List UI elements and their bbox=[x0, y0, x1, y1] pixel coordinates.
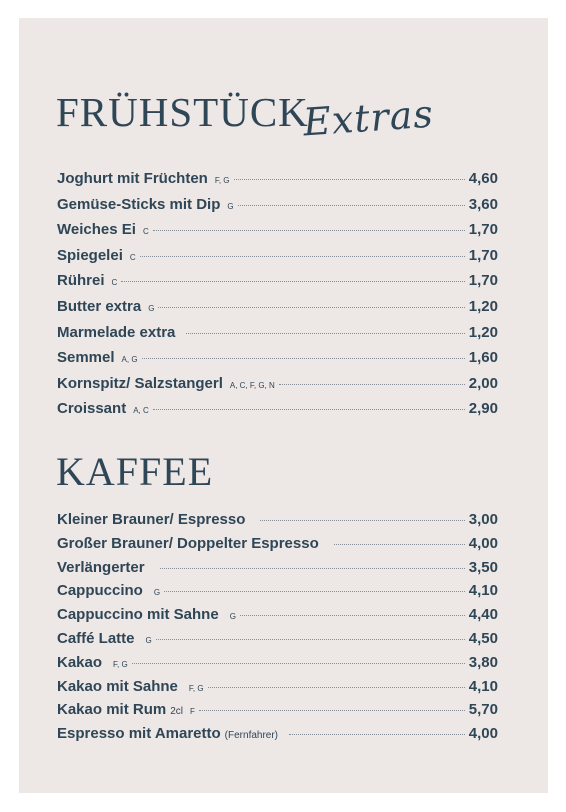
breakfast-menu-list bbox=[57, 170, 498, 426]
menu-item-name: Kornspitz/ Salzstangerl bbox=[57, 374, 223, 392]
dotted-leader bbox=[121, 281, 465, 282]
menu-item-name: Semmel bbox=[57, 349, 115, 367]
menu-item bbox=[57, 511, 498, 535]
dotted-leader bbox=[240, 615, 465, 616]
menu-item bbox=[57, 375, 498, 401]
menu-item-price: 3,60 bbox=[468, 195, 498, 213]
menu-item-allergens: A, G bbox=[121, 355, 138, 365]
dotted-leader bbox=[153, 230, 465, 231]
menu-item-name: Verlängerter bbox=[57, 558, 145, 576]
menu-item-name: Cappuccino mit Sahne bbox=[57, 606, 219, 624]
menu-item bbox=[57, 630, 498, 654]
dotted-leader bbox=[153, 409, 465, 410]
dotted-leader bbox=[279, 384, 465, 385]
menu-item-name: Cappuccino bbox=[57, 582, 143, 600]
coffee-title: KAFFEE bbox=[56, 449, 214, 494]
menu-item-name: Kleiner Brauner/ Espresso bbox=[57, 511, 246, 528]
menu-item-name: Butter extra bbox=[57, 297, 142, 315]
menu-item-allergens: C bbox=[142, 227, 149, 237]
menu-item-allergens: G bbox=[148, 303, 155, 313]
dotted-leader bbox=[160, 568, 465, 569]
dotted-leader bbox=[158, 307, 464, 308]
menu-item-name: Caffé Latte bbox=[57, 629, 135, 647]
coffee-menu-list bbox=[57, 511, 498, 749]
menu-item-name: Kakao mit Rum bbox=[57, 701, 167, 719]
menu-item-name: Weiches Ei bbox=[57, 221, 136, 239]
menu-item-allergens: G bbox=[153, 588, 161, 598]
menu-item-price: 5,70 bbox=[468, 701, 498, 719]
dotted-leader bbox=[132, 663, 465, 664]
menu-item-price: 2,90 bbox=[468, 400, 498, 418]
menu-item-allergens: G bbox=[229, 612, 236, 622]
menu-item-price: 3,00 bbox=[468, 511, 498, 528]
menu-item-price: 4,40 bbox=[468, 606, 498, 624]
breakfast-title: FRÜHSTÜCK bbox=[56, 89, 309, 135]
menu-item-allergens: G bbox=[227, 201, 234, 211]
menu-item bbox=[57, 298, 498, 324]
menu-item-price: 3,50 bbox=[468, 558, 498, 576]
dotted-leader bbox=[234, 179, 465, 180]
menu-item bbox=[57, 535, 498, 559]
menu-item-name: Espresso mit Amaretto bbox=[57, 725, 221, 743]
menu-item bbox=[57, 725, 498, 749]
menu-item-allergens: F bbox=[190, 707, 195, 717]
menu-item-allergens: A, C, F, G, N bbox=[229, 380, 275, 390]
menu-item-name: Kakao bbox=[57, 653, 103, 671]
menu-item-price: 4,00 bbox=[468, 725, 498, 743]
menu-item-name: Rührei bbox=[57, 272, 105, 290]
dotted-leader bbox=[289, 734, 465, 735]
menu-item-allergens: F, G bbox=[188, 683, 204, 693]
menu-item-name: Joghurt mit Früchten bbox=[57, 170, 208, 187]
menu-item-price: 4,10 bbox=[468, 677, 498, 695]
menu-item-allergens: F, G bbox=[113, 659, 128, 669]
menu-item bbox=[57, 247, 498, 273]
menu-item-allergens: A, C bbox=[133, 406, 149, 416]
breakfast-script-subtitle: Extras bbox=[301, 91, 436, 145]
menu-item bbox=[57, 221, 498, 247]
menu-item bbox=[57, 654, 498, 678]
dotted-leader bbox=[260, 520, 464, 521]
menu-item bbox=[57, 400, 498, 426]
menu-item-note: 2cl bbox=[170, 706, 183, 718]
menu-item-price: 2,00 bbox=[468, 374, 498, 392]
dotted-leader bbox=[199, 710, 465, 711]
menu-item-price: 1,70 bbox=[468, 272, 498, 290]
menu-item bbox=[57, 559, 498, 583]
dotted-leader bbox=[208, 687, 465, 688]
menu-item-price: 1,70 bbox=[468, 221, 498, 239]
dotted-leader bbox=[164, 591, 465, 592]
menu-item bbox=[57, 170, 498, 196]
dotted-leader bbox=[140, 256, 465, 257]
dotted-leader bbox=[334, 544, 465, 545]
menu-item-price: 4,00 bbox=[468, 534, 498, 552]
menu-item-name: Marmelade extra bbox=[57, 323, 176, 341]
menu-item-allergens: G bbox=[145, 635, 152, 645]
menu-item-name: Croissant bbox=[57, 400, 127, 418]
menu-item-price: 1,20 bbox=[468, 323, 498, 341]
menu-item-allergens: F, G bbox=[214, 176, 230, 185]
menu-item-price: 4,10 bbox=[468, 582, 498, 600]
dotted-leader bbox=[142, 358, 465, 359]
dotted-leader bbox=[156, 639, 465, 640]
menu-item bbox=[57, 272, 498, 298]
menu-item-price: 4,60 bbox=[468, 170, 498, 187]
menu-item bbox=[57, 196, 498, 222]
dotted-leader bbox=[238, 205, 465, 206]
menu-item-name: Großer Brauner/ Doppelter Espresso bbox=[57, 534, 319, 552]
menu-item bbox=[57, 349, 498, 375]
menu-item bbox=[57, 606, 498, 630]
menu-item-allergens: C bbox=[129, 252, 136, 262]
menu-item-price: 1,70 bbox=[468, 246, 498, 264]
dotted-leader bbox=[186, 333, 464, 334]
menu-item-name: Spiegelei bbox=[57, 246, 123, 264]
menu-item-note: (Fernfahrer) bbox=[224, 730, 279, 742]
menu-item bbox=[57, 678, 498, 702]
menu-item-name: Kakao mit Sahne bbox=[57, 677, 178, 695]
menu-item-allergens: C bbox=[111, 278, 118, 288]
menu-item-price: 3,80 bbox=[468, 653, 498, 671]
menu-item-price: 1,20 bbox=[468, 297, 498, 315]
menu-item-price: 1,60 bbox=[468, 349, 498, 367]
menu-item-name: Gemüse-Sticks mit Dip bbox=[57, 195, 221, 213]
menu-item bbox=[57, 324, 498, 350]
menu-item-price: 4,50 bbox=[468, 629, 498, 647]
menu-item bbox=[57, 701, 498, 725]
menu-item bbox=[57, 582, 498, 606]
